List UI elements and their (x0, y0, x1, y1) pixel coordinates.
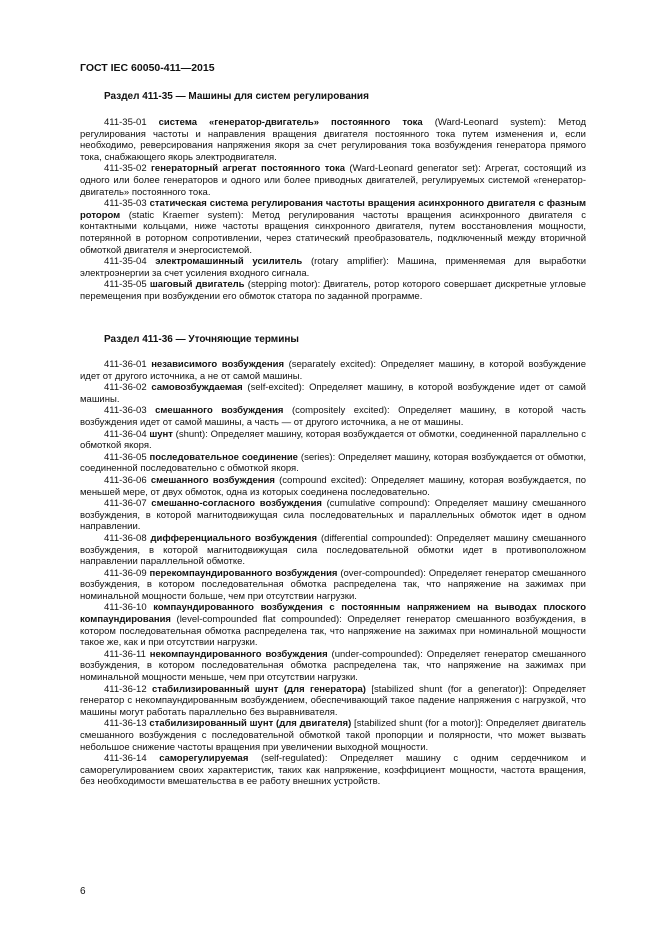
term-name: шаговый двигатель (149, 279, 245, 291)
document-header: ГОСТ IEC 60050-411—2015 (80, 62, 215, 74)
term-name: система «генератор-двигатель» постоянного тока (158, 117, 423, 128)
term-code: 411-35-05 (104, 279, 147, 291)
term-entry (80, 256, 586, 279)
term-entry (80, 649, 586, 684)
section-body-411-36 (80, 359, 586, 788)
term-entry (80, 602, 586, 648)
term-entry (80, 498, 586, 533)
term-entry (80, 568, 586, 603)
term-entry (80, 163, 586, 198)
term-entry (80, 198, 586, 256)
term-code: 411-36-05 (104, 451, 147, 463)
term-name: шунт (149, 428, 173, 440)
term-code: 411-36-10 (104, 602, 147, 614)
term-name: смешанного возбуждения (155, 405, 284, 417)
term-code: 411-36-11 (104, 648, 146, 660)
term-entry (80, 382, 586, 405)
term-name: смешанного возбуждения (150, 474, 275, 486)
term-definition: (stepping motor): Двигатель, ротор которого совершает дискретные угловые перемещения при возбуждении его обмоток статора по заданной программе. (80, 279, 587, 302)
term-code: 411-35-04 (104, 256, 147, 268)
term-entry (80, 718, 586, 753)
term-code: 411-36-06 (104, 474, 147, 486)
term-code: 411-35-02 (104, 163, 147, 175)
term-name: компаундированного возбуждения с постоянным напряжением на выводах плоского компаундирования (80, 602, 587, 626)
term-name: саморегулируемая (159, 753, 249, 765)
term-name: стабилизированный шунт (для генератора) (152, 683, 366, 695)
term-name: последовательное соединение (149, 451, 298, 463)
term-entry (80, 279, 586, 302)
term-code: 411-36-02 (104, 382, 147, 394)
term-definition: (over-compounded): Определяет генератор смешанного возбуждения, в котором последовательная обмотка распределена так, что напряжение на зажимах при номинальной мощности больше, чем при отсутствии нагрузки. (80, 567, 586, 602)
term-code: 411-36-07 (104, 498, 147, 510)
term-name: дифференциального возбуждения (150, 532, 318, 544)
term-definition: (self-excited): Определяет машину, в которой возбуждение идет от самой машины. (80, 382, 586, 405)
term-code: 411-35-03 (104, 198, 147, 210)
term-code: 411-36-09 (104, 567, 147, 579)
term-name: генераторный агрегат постоянного тока (150, 163, 346, 175)
term-name: стабилизированный шунт (для двигателя) (149, 718, 352, 730)
term-entry (80, 475, 586, 498)
term-name: статическая система регулирования частоты вращения асинхронного двигателя с фазным ротором (80, 198, 587, 221)
term-code: 411-36-08 (104, 532, 147, 544)
term-entry (80, 684, 586, 719)
term-entry (80, 429, 586, 452)
term-code: 411-36-13 (104, 718, 147, 730)
term-definition: (compositely excited): Определяет машину, в которой часть возбуждения идет от самой машины, а часть — от другого источника, а не от машины. (80, 405, 586, 428)
page-number: 6 (80, 886, 86, 897)
term-entry (80, 533, 586, 568)
term-code: 411-35-01 (104, 117, 147, 128)
term-definition: (self-regulated): Определяет машину с одним сердечником и саморегулированием своих характеристик, таких как напряжение, коэффициент мощности, частота вращения, без необходимости вмешательства в ее работу внешних устройств. (80, 753, 586, 788)
term-definition: (static Kraemer system): Метод регулирования частоты вращения асинхронного двигателя с контактными кольцами, ниже частоты вращения синхронного двигателя, путем восстановления мощности, потерянной в роторном сопротивлении, через статический преобразователь, подключенный между вторичной обмоткой двигателя и энергосистемой. (80, 209, 586, 256)
term-definition: [stabilized shunt (for a motor)]: Определяет двигатель смешанного возбуждения с последовательной обмоткой такой пропорции и полярности, что может вызвать небольшое снижение частоты вращения при увеличении выходной мощности. (80, 718, 587, 753)
term-definition: (rotary amplifier): Машина, применяемая для выработки электроэнергии за счет усиления входного сигнала. (80, 256, 587, 279)
term-code: 411-36-14 (104, 753, 147, 765)
term-name: перекомпаундированного возбуждения (149, 567, 338, 579)
term-definition: (Ward-Leonard system): Метод регулирования частоты и направления вращения двигателя постоянного тока путем изменения и, если необходимо, реверсирования напряжения якоря за счет регулирования тока возбуждения генератора прямого тока, снабжающего якорь электродвигателя. (80, 117, 586, 163)
term-definition: (series): Определяет машину, которая возбуждается от обмотки, соединенной последовательно с обмоткой якоря. (80, 451, 586, 475)
term-name: независимого возбуждения (151, 359, 284, 370)
term-definition: (cumulative compound): Определяет машину смешанного возбуждения, в которой магнитодвижущая сила последовательных и параллельных обмоток идет в одном направлении. (80, 498, 586, 533)
term-code: 411-36-03 (104, 405, 147, 417)
term-entry (80, 359, 586, 382)
section-title-411-35: Раздел 411-35 — Машины для систем регулирования (104, 91, 369, 102)
term-definition: (differential compounded): Определяет машину смешанного возбуждения, в которой магнитодвижущая сила последовательной обмотки идет в противоположном направлении параллельной обмотке. (80, 532, 586, 568)
term-definition: (under-compounded): Определяет генератор смешанного возбуждения, в котором последовательная обмотка распределена так, что напряжение на зажимах при номинальной мощности меньше, чем при отсутствии нагрузки. (80, 648, 587, 684)
section-body-411-35 (80, 117, 586, 303)
term-definition: [stabilized shunt (for a generator)]: Определяет генератор с некомпаундированным возбуждением, обеспечивающий такое падение напряжения с нагрузкой, что машины могут работать параллельно без выравнивателя. (80, 683, 587, 718)
term-name: некомпаундированного возбуждения (149, 648, 328, 660)
term-definition: (compound excited): Определяет машину, которая возбуждается, по меньшей мере, от двух обмоток, одна из которых соединена последовательно. (80, 474, 586, 498)
term-definition: (Ward-Leonard generator set): Агрегат, состоящий из одного или более генераторов и одного или более приводных двигателей, регулируемых системой «генератор-двигатель» постоянного тока. (80, 163, 587, 198)
term-name: смешанно-согласного возбуждения (151, 498, 322, 510)
term-definition: (separately excited): Определяет машину, в которой возбуждение идет от другого источника, а не от самой машины. (80, 359, 586, 382)
term-definition: (level-compounded flat compounded): Определяет генератор смешанного возбуждения, в котором последовательная обмотка распределена так, что напряжение на зажимах при номинальной мощности такое же, как и при отсутствии нагрузки. (80, 614, 586, 649)
term-entry (80, 452, 586, 475)
term-entry (80, 753, 586, 788)
term-name: самовозбуждаемая (151, 382, 243, 394)
section-title-411-36: Раздел 411-36 — Уточняющие термины (104, 334, 299, 345)
term-entry (80, 405, 586, 428)
term-code: 411-36-12 (104, 683, 147, 695)
term-name: электромашинный усилитель (155, 256, 303, 268)
term-code: 411-36-01 (104, 359, 147, 370)
term-entry (80, 117, 586, 163)
term-code: 411-36-04 (104, 428, 147, 440)
term-definition: (shunt): Определяет машину, которая возбуждается от обмотки, соединенной параллельно с обмоткой якоря. (80, 428, 587, 452)
